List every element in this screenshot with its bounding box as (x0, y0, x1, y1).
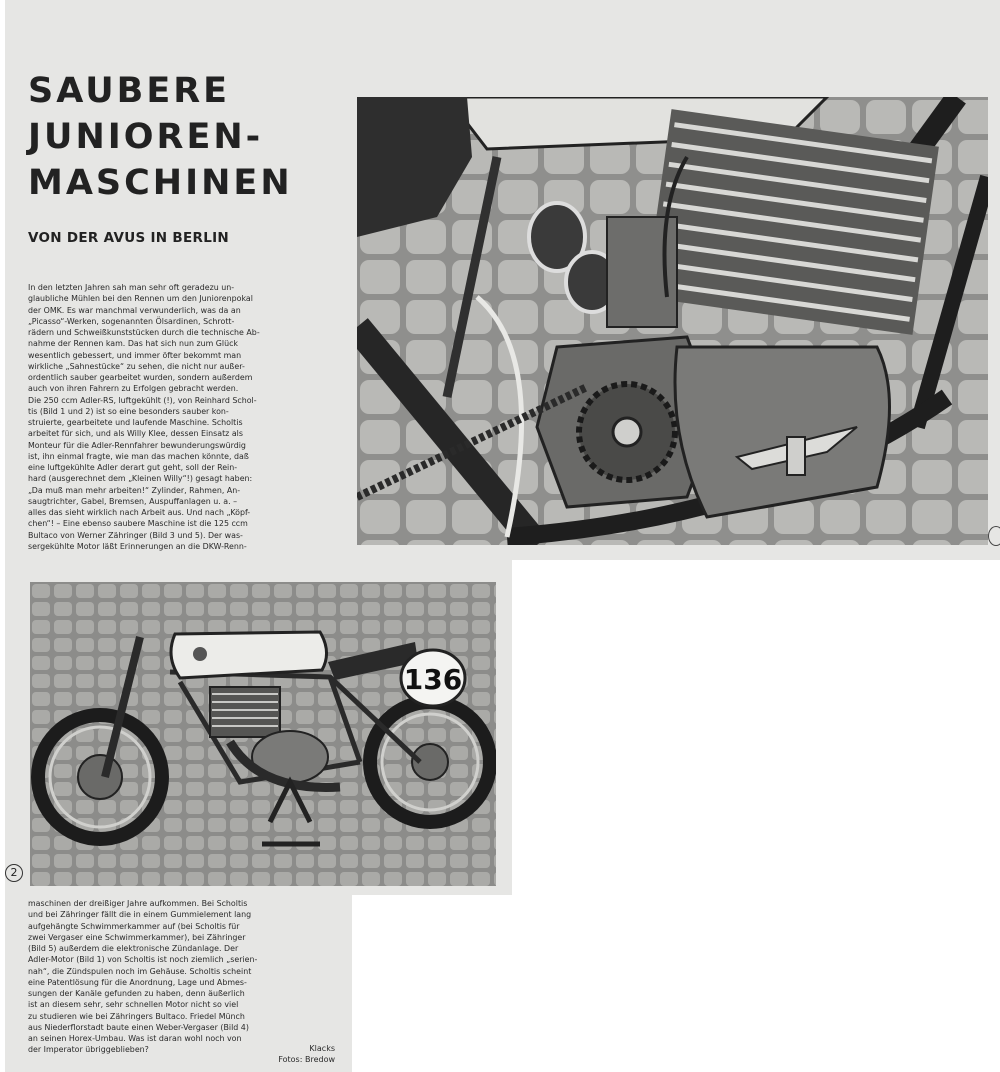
body-line: ordentlich sauber gearbeitet wurden, sondern außerdem (28, 373, 253, 382)
body-line: Die 250 ccm Adler-RS, luftgekühlt (!), von Reinhard Schol- (28, 395, 257, 405)
body-line: aufgehängte Schwimmerkammer auf (bei Scholtis für (28, 921, 240, 931)
body-line: maschinen der dreißiger Jahre aufkommen. Bei Scholtis (28, 899, 248, 908)
body-line: alles das sieht wirklich nach Arbeit aus. Und nach „Köpf- (28, 508, 251, 517)
body-line: „Picasso“-Werken, sogenannten Ölsardinen, Schrott- (28, 316, 235, 326)
body-line: sergekühlte Motor läßt Erinnerungen an die DKW-Renn- (28, 541, 247, 551)
subheadline: VON DER AVUS IN BERLIN (28, 230, 230, 246)
body-line: Monteur für die Adler-Rennfahrer bewunderungswürdig (28, 440, 246, 450)
article-body-part-1 (28, 282, 341, 552)
author-signature: Klacks (309, 1044, 335, 1053)
body-line: eine Patentlösung für die Anordnung, Lage und Abmes- (28, 977, 247, 987)
body-line: saugtrichter, Gabel, Bremsen, Auspuffanlagen u. a. – (28, 496, 238, 506)
body-line: tis (Bild 1 und 2) ist so eine besonders sauber kon- (28, 406, 229, 416)
body-line: an seinen Horex-Umbau. Was ist daran wohl noch von (28, 1034, 242, 1043)
race-number-plate: 136 (403, 663, 463, 696)
body-line: Adler-Motor (Bild 1) von Scholtis ist noch ziemlich „serien- (28, 955, 258, 965)
body-line: nah“, die Zündspulen noch im Gehäuse. Scholtis scheint (28, 966, 252, 976)
body-line: arbeitet für sich, und als Willy Klee, dessen Einsatz als (28, 429, 243, 439)
body-line: der Imperator übriggeblieben? (28, 1045, 149, 1055)
headline-line-2: JUNIOREN- (28, 117, 264, 157)
body-line: auch von ihren Fahrern zu Erfolgen gebracht werden. (28, 384, 239, 394)
body-line: der OMK. Es war manchmal verwunderlich, was da an (28, 305, 241, 315)
body-line: (Bild 5) außerdem die elektronische Zündanlage. Der (28, 944, 239, 953)
body-line: rädern und Schweißkunststücken durch die technische Ab- (28, 328, 260, 337)
headline-line-1: SAUBERE (28, 71, 231, 111)
photo-credit: Fotos: Bredow (278, 1055, 335, 1064)
photo-number-badge: 2 (5, 864, 23, 882)
body-line: ist an diesem sehr, sehr schnellen Motor nicht so viel (28, 1000, 239, 1010)
body-line: wesentlich gebessert, und immer öfter bekommt man (28, 350, 242, 360)
engine-photo-illustration (357, 97, 988, 545)
headline (28, 68, 348, 206)
body-line: wirkliche „Sahnestücke“ zu sehen, die nicht nur außer- (28, 361, 245, 371)
body-line: In den letzten Jahren sah man sehr oft geradezu un- (28, 283, 235, 292)
body-line: glaubliche Mühlen bei den Rennen um den Juniorenpokal (28, 294, 253, 304)
body-line: „Da muß man mehr arbeiten!“ Zylinder, Rahmen, An- (28, 485, 241, 495)
body-line: eine luftgekühlte Adler derart gut geht, soll der Rein- (28, 463, 238, 472)
body-line: aus Niederflorstadt baute einen Weber-Vergaser (Bild 4) (28, 1022, 249, 1032)
body-line: zwei Vergaser eine Schwimmerkammer), bei Zähringer (28, 932, 246, 942)
body-line: ist, ihn einmal fragte, wie man das machen könnte, daß (28, 451, 249, 461)
body-line: und bei Zähringer fällt die in einem Gummielement lang (28, 910, 252, 920)
photo-motorcycle-side (30, 582, 496, 886)
body-line: zu studieren wie bei Zähringers Bultaco. Friedel Münch (28, 1011, 245, 1021)
article-body-part-2 (28, 898, 341, 1056)
body-line: chen“! – Eine ebenso saubere Maschine ist die 125 ccm (28, 519, 248, 529)
headline-line-3: MASCHINEN (28, 163, 293, 203)
body-line: nahme der Rennen kam. Das hat sich nun zum Glück (28, 339, 239, 349)
body-line: struierte, gearbeitete und laufende Maschine. Scholtis (28, 418, 243, 427)
body-line: Bultaco von Werner Zähringer (Bild 3 und 5). Der was- (28, 530, 243, 540)
body-line: hard (ausgerechnet dem „Kleinen Willy“!) gesagt haben: (28, 474, 253, 484)
motorcycle-photo-illustration (30, 582, 496, 886)
body-line: sungen der Kanäle gefunden zu haben, denn äußerlich (28, 989, 245, 998)
photo-engine-closeup (357, 97, 988, 545)
cropped-photo-number-mark (988, 526, 1000, 546)
